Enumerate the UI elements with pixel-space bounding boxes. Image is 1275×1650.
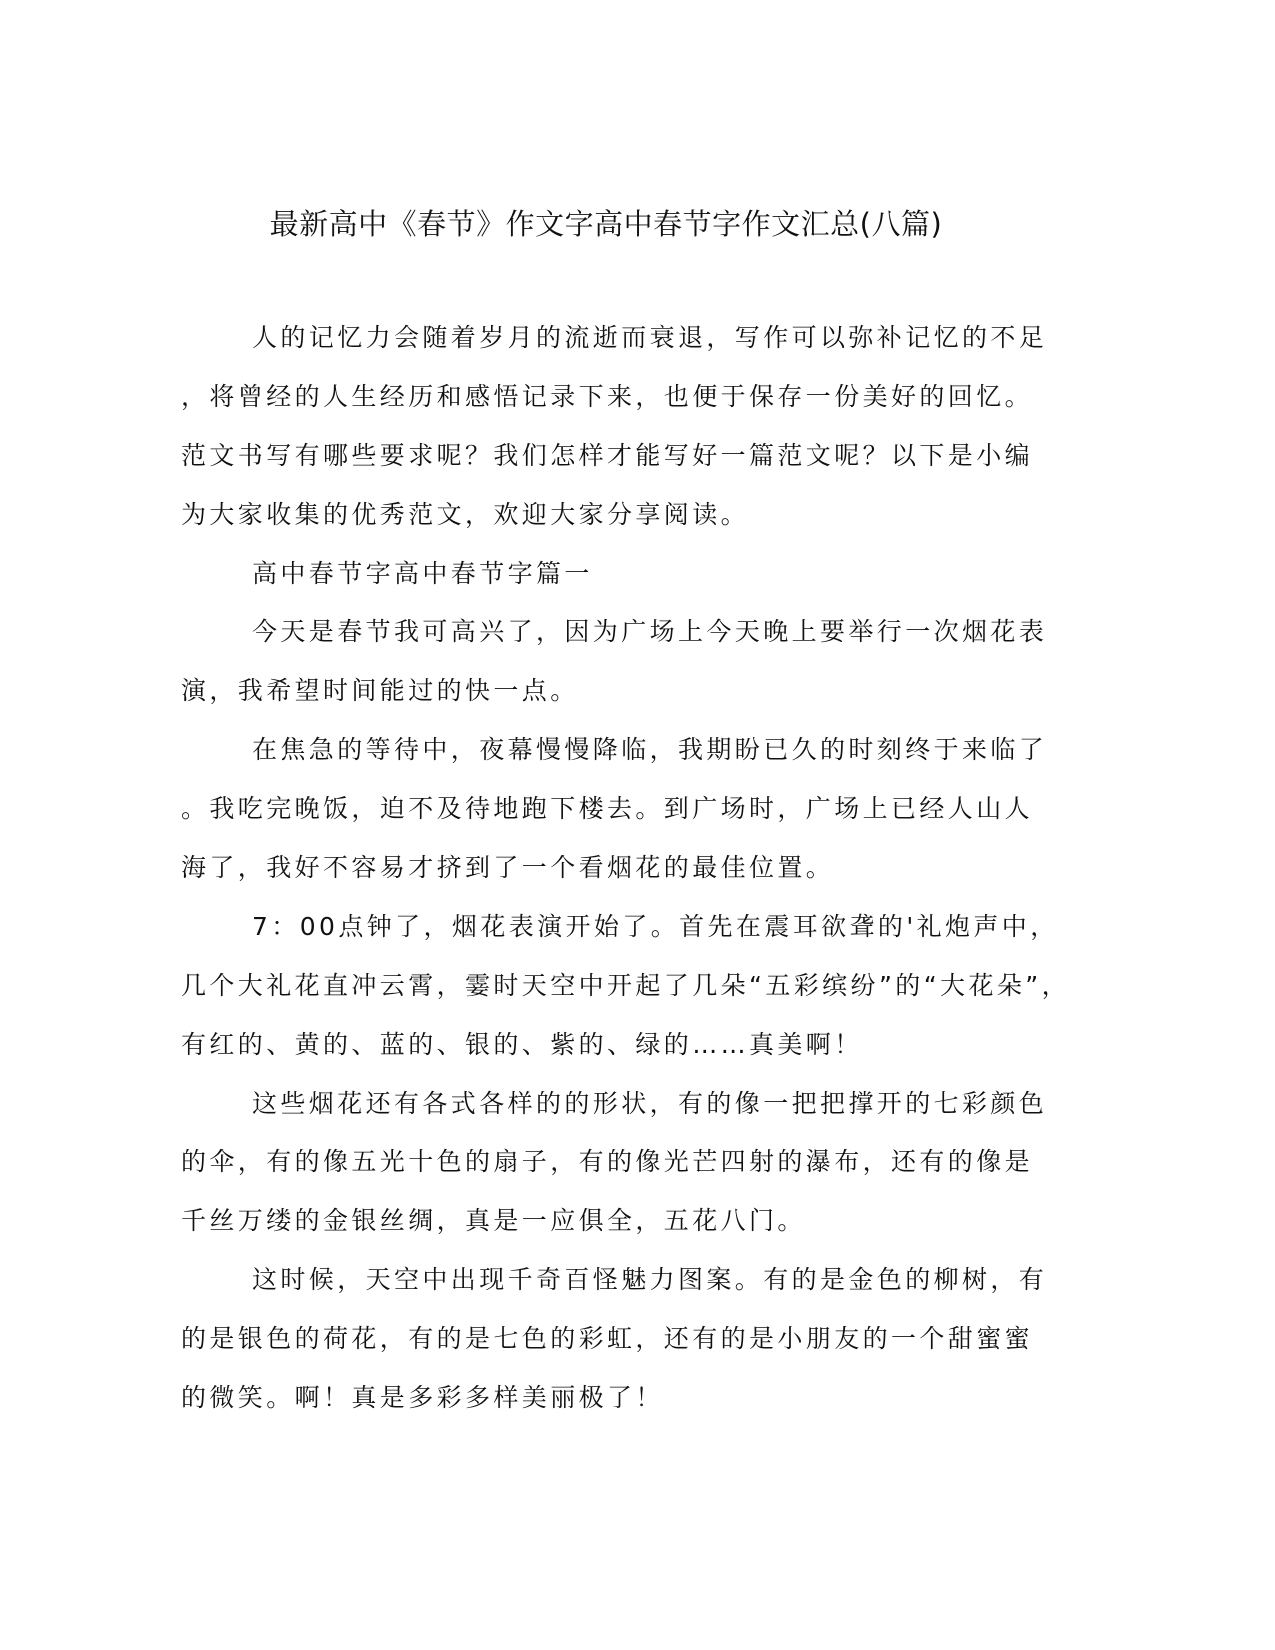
document-title: 最新高中《春节》作文字高中春节字作文汇总(八篇): [269, 207, 943, 241]
text-line: 这些烟花还有各式各样的的形状，有的像一把把撑开的七彩颜色: [252, 1088, 1048, 1118]
text-line: 的伞，有的像五光十色的扇子，有的像光芒四射的瀑布，还有的像是: [181, 1147, 1034, 1177]
text-line: 的是银色的荷花，有的是七色的彩虹，还有的是小朋友的一个甜蜜蜜: [181, 1324, 1034, 1354]
text-line: 7：00点钟了，烟花表演开始了。首先在震耳欲聋的'礼炮声中，: [252, 911, 1059, 941]
text-line: ，将曾经的人生经历和感悟记录下来，也便于保存一份美好的回忆。: [181, 381, 1034, 411]
text-line: 。我吃完晚饭，迫不及待地跑下楼去。到广场时，广场上已经人山人: [181, 794, 1034, 824]
text-line: 高中春节字高中春节字篇一: [252, 558, 593, 588]
text-line: 海了，我好不容易才挤到了一个看烟花的最佳位置。: [181, 853, 835, 883]
document-body: [181, 318, 1071, 1437]
text-line: 这时候，天空中出现千奇百怪魅力图案。有的是金色的柳树，有: [252, 1265, 1048, 1295]
text-line: 千丝万缕的金银丝绸，真是一应俱全，五花八门。: [181, 1206, 806, 1236]
text-line: 在焦急的等待中，夜幕慢慢降临，我期盼已久的时刻终于来临了: [252, 735, 1048, 765]
text-line: 人的记忆力会随着岁月的流逝而衰退，写作可以弥补记忆的不足: [252, 323, 1048, 352]
text-line: 为大家收集的优秀范文，欢迎大家分享阅读。: [181, 499, 750, 529]
text-line: 范文书写有哪些要求呢？我们怎样才能写好一篇范文呢？以下是小编: [181, 440, 1034, 470]
text-line: 几个大礼花直冲云霄，霎时天空中开起了几朵“五彩缤纷”的“大花朵”，: [181, 970, 1071, 1000]
text-line: 今天是春节我可高兴了，因为广场上今天晚上要举行一次烟花表: [252, 617, 1048, 647]
text-line: 演，我希望时间能过的快一点。: [181, 676, 579, 706]
text-line: 的微笑。啊！真是多彩多样美丽极了！: [181, 1383, 664, 1413]
text-line: 有红的、黄的、蓝的、银的、紫的、绿的……真美啊！: [181, 1029, 863, 1059]
